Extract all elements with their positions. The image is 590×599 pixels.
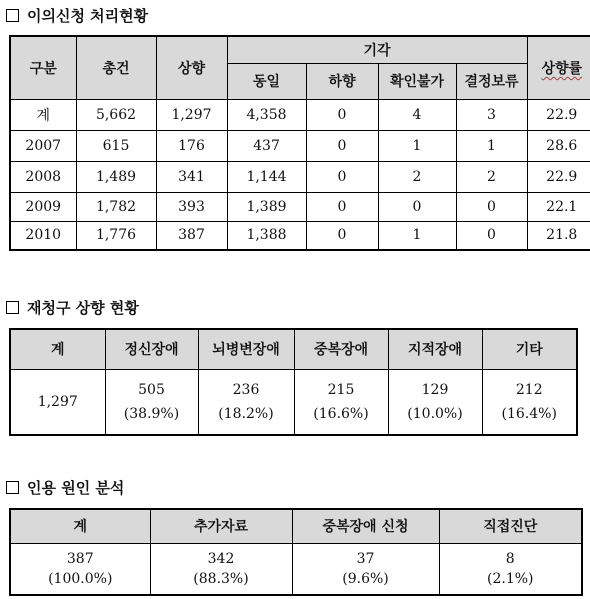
cell-upgrade: 387 (156, 221, 227, 250)
header-upgrade-rate: 상향률 (527, 36, 590, 99)
cell-same: 1,388 (227, 221, 306, 250)
cell-upgrade: 393 (156, 192, 227, 221)
section-title-text: 재청구 상향 현황 (27, 299, 139, 317)
cell-label: 2010 (10, 221, 76, 250)
cell-downgrade: 0 (306, 161, 378, 192)
cell-multiple-apply: 37 (9.6%) (292, 543, 439, 595)
checkbox-square-icon (6, 9, 19, 22)
cell-downgrade: 0 (306, 99, 378, 130)
cell-total: 1,776 (76, 221, 156, 250)
cell-upgrade: 341 (156, 161, 227, 192)
header-downgrade: 하향 (306, 63, 378, 99)
cell-total: 387 (100.0%) (10, 543, 150, 595)
header-brain-lesion: 뇌병변장애 (198, 329, 294, 369)
cell-downgrade: 0 (306, 221, 378, 250)
table-row (10, 99, 590, 130)
cell-intellectual: 129 (10.0%) (388, 369, 482, 435)
header-dismiss-group: 기각 (227, 36, 527, 63)
cell-same: 1,144 (227, 161, 306, 192)
header-total: 총건 (76, 36, 156, 99)
header-mental: 정신장애 (105, 329, 198, 369)
reclaim-upgrade-table (9, 328, 578, 436)
cell-hold: 0 (456, 192, 527, 221)
cell-total: 1,297 (10, 369, 105, 435)
table-row (10, 543, 582, 595)
cell-total: 1,489 (76, 161, 156, 192)
header-total: 계 (10, 509, 150, 543)
cell-rate: 28.6 (527, 130, 590, 161)
cell-label: 2009 (10, 192, 76, 221)
cell-label: 2008 (10, 161, 76, 192)
header-direct-diagnosis: 직접진단 (439, 509, 582, 543)
cell-same: 437 (227, 130, 306, 161)
header-upgrade: 상향 (156, 36, 227, 99)
cell-same: 1,389 (227, 192, 306, 221)
section-title-approval-cause (6, 477, 124, 498)
header-other: 기타 (482, 329, 577, 369)
cell-hold: 2 (456, 161, 527, 192)
header-same: 동일 (227, 63, 306, 99)
cell-total: 1,782 (76, 192, 156, 221)
cell-rate: 22.1 (527, 192, 590, 221)
section-title-text: 인용 원인 분석 (27, 479, 125, 497)
cell-hold: 1 (456, 130, 527, 161)
cell-unverifiable: 1 (378, 130, 456, 161)
cell-hold: 0 (456, 221, 527, 250)
cell-downgrade: 0 (306, 192, 378, 221)
header-total: 계 (10, 329, 105, 369)
header-unverifiable: 확인불가 (378, 63, 456, 99)
section-title-appeal-status (6, 5, 148, 26)
table-row (10, 221, 590, 250)
checkbox-square-icon (6, 301, 19, 314)
cell-unverifiable: 4 (378, 99, 456, 130)
table-row (10, 192, 590, 221)
cell-mental: 505 (38.9%) (105, 369, 198, 435)
header-intellectual: 지적장애 (388, 329, 482, 369)
approval-cause-table (9, 508, 583, 596)
cell-label: 2007 (10, 130, 76, 161)
cell-label: 계 (10, 99, 76, 130)
cell-other: 212 (16.4%) (482, 369, 577, 435)
header-category: 구분 (10, 36, 76, 99)
appeal-status-table (9, 35, 590, 251)
cell-hold: 3 (456, 99, 527, 130)
cell-multiple: 215 (16.6%) (294, 369, 388, 435)
cell-rate: 21.8 (527, 221, 590, 250)
cell-unverifiable: 1 (378, 221, 456, 250)
table-row (10, 161, 590, 192)
cell-brain-lesion: 236 (18.2%) (198, 369, 294, 435)
cell-upgrade: 176 (156, 130, 227, 161)
header-multiple-apply: 중복장애 신청 (292, 509, 439, 543)
checkbox-square-icon (6, 481, 19, 494)
cell-additional-docs: 342 (88.3%) (150, 543, 292, 595)
cell-unverifiable: 0 (378, 192, 456, 221)
cell-rate: 22.9 (527, 99, 590, 130)
cell-downgrade: 0 (306, 130, 378, 161)
cell-upgrade: 1,297 (156, 99, 227, 130)
table-row (10, 369, 577, 435)
table-row (10, 130, 590, 161)
cell-rate: 22.9 (527, 161, 590, 192)
header-decision-hold: 결정보류 (456, 63, 527, 99)
header-additional-docs: 추가자료 (150, 509, 292, 543)
cell-direct-diagnosis: 8 (2.1%) (439, 543, 582, 595)
header-multiple: 중복장애 (294, 329, 388, 369)
section-title-text: 이의신청 처리현황 (27, 7, 149, 25)
cell-unverifiable: 2 (378, 161, 456, 192)
section-title-reclaim-status (6, 297, 139, 318)
cell-total: 615 (76, 130, 156, 161)
cell-total: 5,662 (76, 99, 156, 130)
cell-same: 4,358 (227, 99, 306, 130)
